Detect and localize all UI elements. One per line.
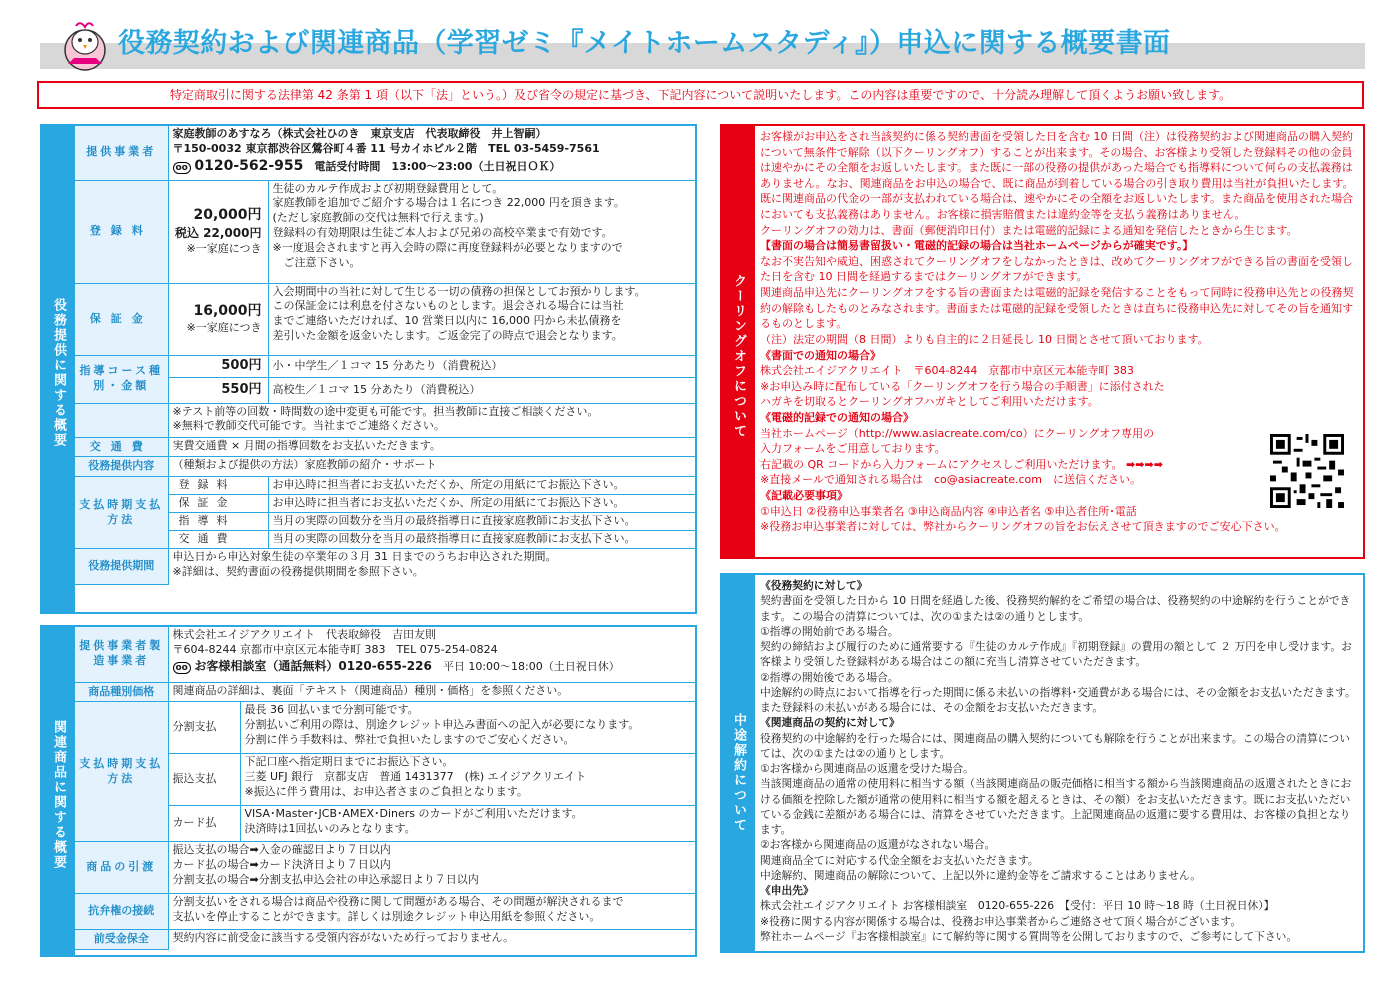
- registration-fee-amount-cell: [168, 180, 268, 283]
- course-amount: 550円: [168, 377, 268, 403]
- cancel-paragraph: 中途解約、関連商品の解除について、上記以外に違約金等をご請求することはありません。: [760, 868, 1201, 882]
- payment-item: 保証金: [168, 495, 268, 513]
- registration-fee-label: 登録料: [75, 180, 168, 283]
- registration-fee-text: 生徒のカルテ作成および初期登録費用として。 家庭教師を追加でご紹介する場合は１名につき 22,000 円を頂きます。 (ただし家庭教師の交代は無料で行えます。) 登録料の有効期限は生徒ご本人および兄弟の高校卒業まで有効です。 ※一度退会されますと再入会時の際に再度登録料が必要となりますので ご注意下さい。: [268, 180, 695, 283]
- free-dial-icon: oo: [173, 662, 191, 674]
- product-payment-item: カード払: [168, 806, 240, 842]
- cooling-heading: 《書面での通知の場合》: [760, 348, 881, 362]
- payment-text: お申込時に担当者にお支払いただくか、所定の用紙にてお振込下さい。: [268, 477, 695, 495]
- provider-label: 提供事業者: [75, 126, 168, 180]
- maker-consult: お客様相談室（通話無料）0120-655-226: [194, 658, 432, 673]
- cooling-paragraph: 株式会社エイジアクリエイト 〒604-8244 京都市中京区元本能寺町 383: [760, 364, 1134, 378]
- table-row: [75, 894, 695, 930]
- service-period-text: 申込日から申込対象生徒の卒業年の３月 31 日までのうちお申込された期間。 ※詳細は、契約書面の役務提供期間を参照下さい。: [172, 550, 557, 579]
- free-dial-icon: oo: [173, 162, 191, 174]
- cooling-off-panel: [720, 124, 1365, 559]
- payment-label: 支払時期支払方法: [75, 477, 168, 549]
- provider-info: [168, 126, 695, 180]
- course-note-spacer: [75, 403, 168, 437]
- table-row: [75, 806, 695, 842]
- cancel-paragraph: 弊社ホームページ『お客様相談室』にて解約等に関する質問等を公開しておりますので、ご参考にして下さい。: [760, 929, 1298, 943]
- provider-name: 家庭教師のあすなろ（株式会社ひのき 東京支店 代表取締役 井上智嗣）: [172, 127, 547, 140]
- maker-label: 提供事業者製造事業者: [75, 627, 168, 682]
- cancel-paragraph: 契約書面を受領した日から 10 日間を経過した後、役務契約解約をご希望の場合は、役務契約の中途解約を行うことができます。この場合の清算については、次の①または②の通りとします。: [760, 594, 1351, 623]
- legal-notice: 特定商取引に関する法律第 42 条第 1 項（以下「法」という。）及び省令の規定に基づき、下記内容について説明いたします。この内容は重要ですので、十分読み理解して頂くようお願い致します。: [37, 81, 1364, 109]
- delivery-label: 商品の引渡: [75, 842, 168, 894]
- cooling-paragraph: 関連商品申込先にクーリングオフをする旨の書面または電磁的記録を発信することをもって同時に役務申込先との役務契約の解除もしたものとみなされます。書面または電磁的記録を受領したときは直ちに役務申込先に対してその旨を通知するものとします。: [760, 286, 1354, 331]
- product-payment-label: 支払時期支払方法: [75, 702, 168, 842]
- cancel-paragraph: 関連商品全てに対応する代金全額をお支払いただきます。: [760, 853, 1039, 867]
- defense-text: 分割支払いをされる場合は商品や役務に関して問題がある場合、その問題が解決されるまで 支払いを停止することができます。詳しくは別途クレジット申込用紙を参照ください。: [168, 894, 695, 930]
- registration-fee-tax: 税込 22,000円: [175, 226, 262, 241]
- table-row: [75, 930, 695, 950]
- arrow-right-icon: ➡➡➡➡: [1126, 457, 1163, 471]
- cancel-paragraph: ①指導の開始前である場合。: [760, 624, 899, 638]
- table-row: [75, 477, 695, 495]
- product-payment-text: 最長 36 回払いまで分割可能です。 分割払いご利用の際は、別途クレジット申込み書面への記入が必要になります。 分割に伴う手数料は、弊社で負担いたしますのでご安心ください。: [240, 702, 695, 754]
- cooling-paragraph: ※役務お申込事業者に対しては、弊社からクーリングオフの旨をお伝えさせて頂きますのでご安心下さい。: [760, 520, 1286, 534]
- table-row: [75, 283, 695, 355]
- course-text: 高校生／１コマ 15 分あたり（消費税込）: [268, 377, 695, 403]
- course-note: ※テスト前等の回数・時間数の途中変更も可能です。担当教師に直接ご相談ください。 ※無料で教師交代可能です。当社までご連絡ください。: [168, 403, 695, 437]
- cooling-heading: 《記載必要事項》: [760, 489, 848, 503]
- product-table: [75, 627, 695, 950]
- cancel-paragraph: ※役務に関する内容が関係する場合は、役務お申込事業者からご連絡させて頂く場合がございます。: [760, 914, 1242, 928]
- course-label: 指導コース種別・金額: [75, 355, 168, 403]
- cancellation-text: [760, 578, 1360, 950]
- cooling-paragraph: なお不実告知や威迫、困惑されてクーリングオフをしなかったときは、改めてクーリングオフができる旨の書面を受領した日を含む 10 日間を経過するまではクーリングオフができます。: [760, 254, 1353, 284]
- delivery-text: 振込支払の場合➡入金の確認日より７日以内 カード払の場合➡カード決済日より７日以内 分割支払の場合➡分割支払申込会社の申込承認日より７日以内: [168, 842, 695, 894]
- qr-code-icon[interactable]: [1270, 434, 1344, 508]
- table-row: [75, 355, 695, 377]
- transport-label: 交通費: [75, 437, 168, 457]
- table-row: [75, 549, 695, 585]
- transport-text: 実費交通費 × 月間の指導回数をお支払いただきます。: [168, 437, 695, 457]
- table-row: [75, 842, 695, 894]
- table-row: [75, 682, 695, 702]
- cancellation-panel: [720, 573, 1365, 953]
- course-amount: 500円: [168, 355, 268, 377]
- cooling-paragraph: 【書面の場合は簡易書留扱い・電磁的記録の場合は当社ホームページからが確実です。】: [760, 239, 1194, 253]
- maker-name: 株式会社エイジアクリエイト 代表取締役 吉田友則: [172, 628, 436, 641]
- deposit-label: 保証金: [75, 283, 168, 355]
- cancel-paragraph: ①お客様から関連商品の返還を受けた場合。: [760, 762, 974, 775]
- cooling-paragraph: （注）法定の期間（8 日間）よりも自主的に２日延長し 10 日間とさせて頂いております。: [760, 332, 1209, 346]
- provider-free-dial: 0120-562-955: [194, 157, 304, 174]
- provider-address: 〒150-0032 東京都渋谷区鶯谷町４番 11 号カイホビル２階 TEL 03-5459-7561: [172, 141, 600, 155]
- advance-label: 前受金保全: [75, 930, 168, 950]
- cancel-paragraph: 役務契約の中途解約を行った場合には、関連商品の購入契約についても解除を行うことが出来ます。この場合の清算については、次の①または②の通りとします。: [760, 731, 1350, 760]
- payment-text: 当月の実際の回数分を当月の最終指導日に直接家庭教師にお支払下さい。: [268, 531, 695, 549]
- qr-instruction: 右記載の QR コードから入力フォームにアクセスしご利用いただけます。: [760, 457, 1123, 471]
- service-content-text: （種類および提供の方法）家庭教師の紹介・サポート: [168, 457, 695, 477]
- cancel-paragraph: ②指導の開始後である場合。: [760, 670, 899, 684]
- maker-phone-row: [173, 658, 692, 675]
- cancel-paragraph: 契約の締結および履行のために通常要する『生徒のカルテ作成』『初期登録』の費用の額として ２ 万円を申し受けます。お客様より受領した登録料がある場合はこの額に充当し清算させていただきます。: [760, 640, 1352, 669]
- service-overview-panel: [40, 124, 697, 614]
- table-row: [75, 457, 695, 477]
- cooling-off-tab: クーリングオフについて: [722, 126, 755, 557]
- table-row: [75, 495, 695, 513]
- cancellation-tab: 中途解約について: [722, 575, 755, 951]
- product-payment-item: 振込支払: [168, 754, 240, 806]
- payment-item: 交通費: [168, 531, 268, 549]
- cancel-heading: 《役務契約に対して》: [760, 579, 868, 592]
- table-row: [75, 754, 695, 806]
- product-payment-text: 下記口座へ指定期日までにお振込下さい。 三菱 UFJ 銀行 京都支店 普通 1431377 (株) エイジアクリエイト ※振込に伴う費用は、お申込者さまのご負担となります。: [240, 754, 695, 806]
- payment-item: 登録料: [168, 477, 268, 495]
- cancel-paragraph: 株式会社エイジアクリエイト お客様相談室 0120-655-226 【受付：平日 10 時〜18 時（土日祝日休）】: [760, 899, 1275, 913]
- table-row: [75, 531, 695, 549]
- table-row: [75, 126, 695, 180]
- product-payment-text: VISA･Master･JCB･AMEX･Diners のカードがご利用いただけます。 決済時は1回払いのみとなります。: [240, 806, 695, 842]
- cancel-heading: 《関連商品の契約に対して》: [760, 716, 900, 730]
- price-text: 関連商品の詳細は、裏面「テキスト（関連商品）種別・価格」を参照ください。: [168, 682, 695, 702]
- table-row: [75, 403, 695, 437]
- service-overview-tab: 役務提供に関する概要: [42, 126, 75, 612]
- table-row: [75, 702, 695, 754]
- service-content-label: 役務提供内容: [75, 457, 168, 477]
- table-row: [75, 513, 695, 531]
- product-payment-item: 分割支払: [168, 702, 240, 754]
- service-period-label: 役務提供期間: [75, 549, 168, 585]
- table-row: [75, 377, 695, 403]
- payment-text: お申込時に担当者にお支払いただくか、所定の用紙にてお振込下さい。: [268, 495, 695, 513]
- provider-hours: 電話受付時間 13:00〜23:00（土日祝日ＯＫ）: [314, 159, 561, 173]
- cooling-paragraph: 当社ホームページ（http://www.asiacreate.com/co）にクーリングオフ専用の 入力フォームをご用意しております。: [760, 426, 1155, 456]
- maker-hours: 平日 10:00〜18:00（土日祝日休）: [442, 659, 620, 673]
- deposit-amount: 16,000円: [193, 303, 262, 319]
- cooling-heading: 《電磁的記録での通知の場合》: [760, 410, 914, 424]
- cooling-paragraph: お客様がお申込をされ当該契約に係る契約書面を受領した日を含む 10 日間（注）は役務契約および関連商品の購入契約について無条件で解除（以下クーリングオフ）することが出来ます。その場合、お客様より受領した登録料その他の金員は速やかにその全額をお返しいたします。また既に一部の役務の提供があった場合でも指導料について何らの支払義務はありません。なお、関連商品をお申込の場合で、既に商品が到着している場合の引き取り費用は当社が負担いたします。既に関連商品の代金の一部が支払われている場合は、速やかにその全額をお返しいたします。また商品を使用された場合においても支払義務はありません。お客様に損害賠償または違約金等を支払う義務はありません。: [760, 130, 1354, 222]
- product-overview-tab: 関連商品に関する概要: [42, 627, 75, 955]
- payment-item: 指導料: [168, 513, 268, 531]
- course-text: 小・中学生／１コマ 15 分あたり（消費税込）: [268, 355, 695, 377]
- product-overview-panel: [40, 625, 697, 957]
- maker-address: 〒604-8244 京都市中京区元本能寺町 383 TEL 075-254-0824: [172, 642, 498, 656]
- deposit-note: ※一家庭につき: [186, 321, 262, 335]
- page-title: 役務契約および関連商品（学習ゼミ『メイトホームスタディ』）申込に関する概要書面: [118, 28, 1171, 59]
- provider-phone-row: [173, 157, 692, 176]
- table-row: [75, 180, 695, 283]
- service-table: [75, 126, 695, 585]
- price-label: 商品種別価格: [75, 682, 168, 702]
- payment-text: 当月の実際の回数分を当月の最終指導日に直接家庭教師にお支払下さい。: [268, 513, 695, 531]
- defense-label: 抗弁権の接続: [75, 894, 168, 930]
- maker-info: [168, 627, 695, 682]
- registration-fee-note: ※一家庭につき: [186, 241, 262, 255]
- cooling-paragraph: ①申込日 ②役務申込事業者名 ③申込商品内容 ④申込者名 ⑤申込者住所･電話: [760, 504, 1137, 518]
- cooling-paragraph: クーリングオフの効力は、書面（郵便消印日付）または電磁的記録による通知を発信したときから生じます。: [760, 223, 1298, 237]
- cancel-paragraph: 中途解約の時点において指導を行った期間に係る未払いの指導料･交通費がある場合には、その金額をお支払いただきます。また登録料の未払いがある場合には、その金額をお支払いただきます。: [760, 685, 1356, 714]
- deposit-amount-cell: [168, 283, 268, 355]
- table-row: [75, 437, 695, 457]
- cooling-paragraph: ※直接メールで通知される場合は co@asiacreate.com に送信ください。: [760, 473, 1141, 487]
- cooling-paragraph: ※お申込み時に配布している「クーリングオフを行う場合の手順書」に添付された ハガキを切取るとクーリングオフハガキとしてご利用いただけます。: [760, 379, 1165, 409]
- table-row: [75, 627, 695, 682]
- cancel-heading: 《申出先》: [760, 884, 814, 897]
- cancel-paragraph: ②お客様から関連商品の返還がなされない場合。: [760, 838, 996, 852]
- advance-text: 契約内容に前受金に該当する受領内容がないため行っておりません。: [172, 931, 515, 945]
- registration-fee-amount: 20,000円: [193, 207, 262, 224]
- bird-mascot-icon: [56, 18, 114, 76]
- cancel-paragraph: 当該関連商品の通常の使用料に相当する額（当該関連商品の販売価格に相当する額から当該関連商品の返還されたときにおける価額を控除した額が通常の使用料に相当する額を超えるときは、その額）をお支払いただきます。既にお支払いただいている金銭に差額がある場合には、清算をさせていただきます。上記関連商品の返還に要する費用は、お客様の負担となります。: [760, 777, 1352, 836]
- deposit-text: 入会期間中の当社に対して生じる一切の債務の担保としてお預かりします。 この保証金には利息を付さないものとします。退会される場合には当社 までご連絡いただければ、10 営業日以内に 16,000 円から未払債務を 差引いた金額を返金いたします。ご返金完了の時点で退会となります。: [268, 283, 695, 355]
